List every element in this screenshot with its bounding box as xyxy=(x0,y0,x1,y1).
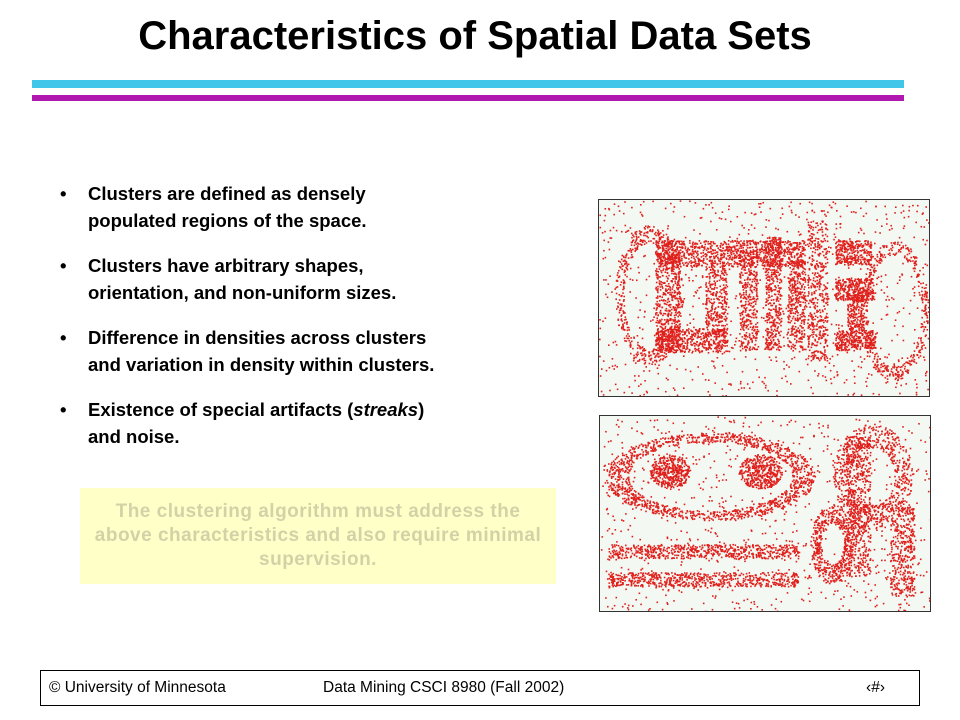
cluster-scatter-image-bottom xyxy=(599,415,931,612)
scatter-points-top xyxy=(599,200,929,396)
supervision-note: The clustering algorithm must address the above characteristics and also require minimal supervision. xyxy=(80,488,556,584)
bullet-marker: • xyxy=(60,399,67,420)
bullet-list xyxy=(60,180,560,468)
bullet-item xyxy=(60,324,560,378)
title-rule-cyan xyxy=(32,80,904,88)
bullet-item xyxy=(60,180,560,234)
footer-course: Data Mining CSCI 8980 (Fall 2002) xyxy=(323,679,565,696)
bullet-text: Clusters are defined as densely populated regions of the space. xyxy=(88,183,367,231)
scatter-points-bottom xyxy=(600,416,930,611)
cluster-scatter-image-top xyxy=(598,199,930,397)
bullet-text: Clusters have arbitrary shapes, orientation, and non-uniform sizes. xyxy=(88,255,397,303)
bullet-text: Difference in densities across clusters and variation in density within clusters. xyxy=(88,327,435,375)
title-rule-magenta xyxy=(32,95,904,101)
bullet-text: Existence of special artifacts (streaks) and noise. xyxy=(88,399,425,447)
bullet-item xyxy=(60,252,560,306)
bullet-marker: • xyxy=(60,255,67,276)
footer-page-number: ‹#› xyxy=(866,679,885,696)
bullet-item xyxy=(60,396,560,450)
slide-title: Characteristics of Spatial Data Sets xyxy=(138,14,812,58)
slide-footer xyxy=(40,670,920,706)
bullet-marker: • xyxy=(60,183,67,204)
bullet-marker: • xyxy=(60,327,67,348)
footer-copyright: © University of Minnesota xyxy=(49,679,226,696)
